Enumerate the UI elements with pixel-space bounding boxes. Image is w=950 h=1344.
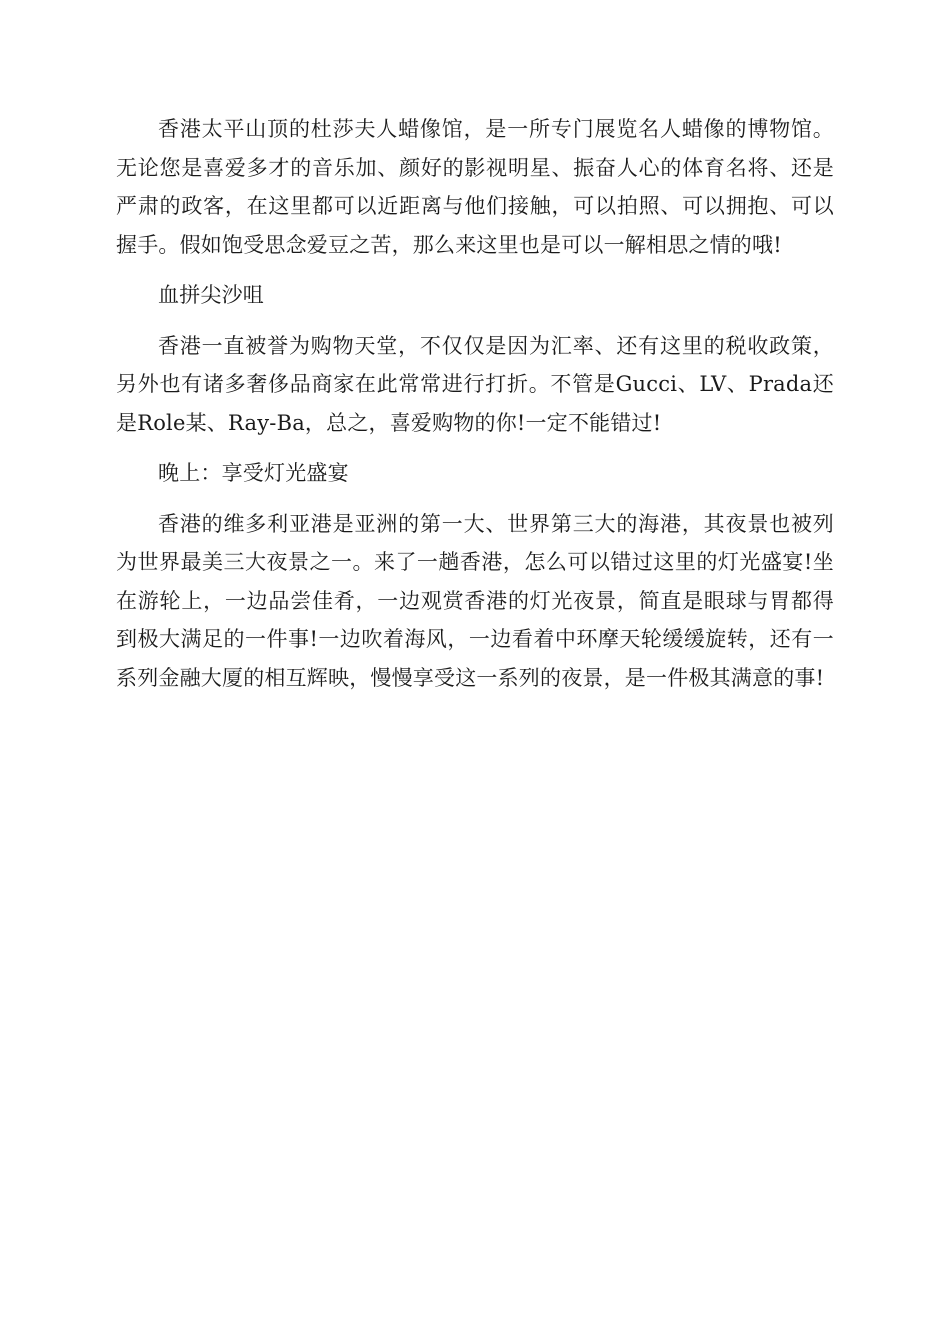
paragraph-victoria-harbour: 香港的维多利亚港是亚洲的第一大、世界第三大的海港，其夜景也被列为世界最美三大夜景之一。来了一趟香港，怎么可以错过这里的灯光盛宴!坐在游轮上，一边品尝佳肴，一边观赏香港的灯光夜景，简直是眼球与胃都得到极大满足的一件事!一边吹着海风，一边看着中环摩天轮缓缓旋转，还有一系列金融大厦的相互辉映，慢慢享受这一系列的夜景，是一件极其满意的事!: [116, 511, 834, 690]
paragraph-shopping: 香港一直被誉为购物天堂，不仅仅是因为汇率、还有这里的税收政策，另外也有诸多奢侈品商家在此常常进行打折。不管是Gucci、LV、Prada还是Role某、Ray-Ba，总之，喜爱购物的你!一定不能错过!: [116, 333, 834, 435]
document-page: [116, 110, 834, 709]
paragraph-madame-tussauds: 香港太平山顶的杜莎夫人蜡像馆，是一所专门展览名人蜡像的博物馆。无论您是喜爱多才的音乐加、颜好的影视明星、振奋人心的体育名将、还是严肃的政客，在这里都可以近距离与他们接触，可以拍照、可以拥抱、可以握手。假如饱受思念爱豆之苦，那么来这里也是可以一解相思之情的哦!: [116, 117, 834, 257]
section-heading-night-lights: 晚上：享受灯光盛宴: [158, 461, 349, 485]
section-heading-shopping: 血拼尖沙咀: [158, 283, 264, 307]
